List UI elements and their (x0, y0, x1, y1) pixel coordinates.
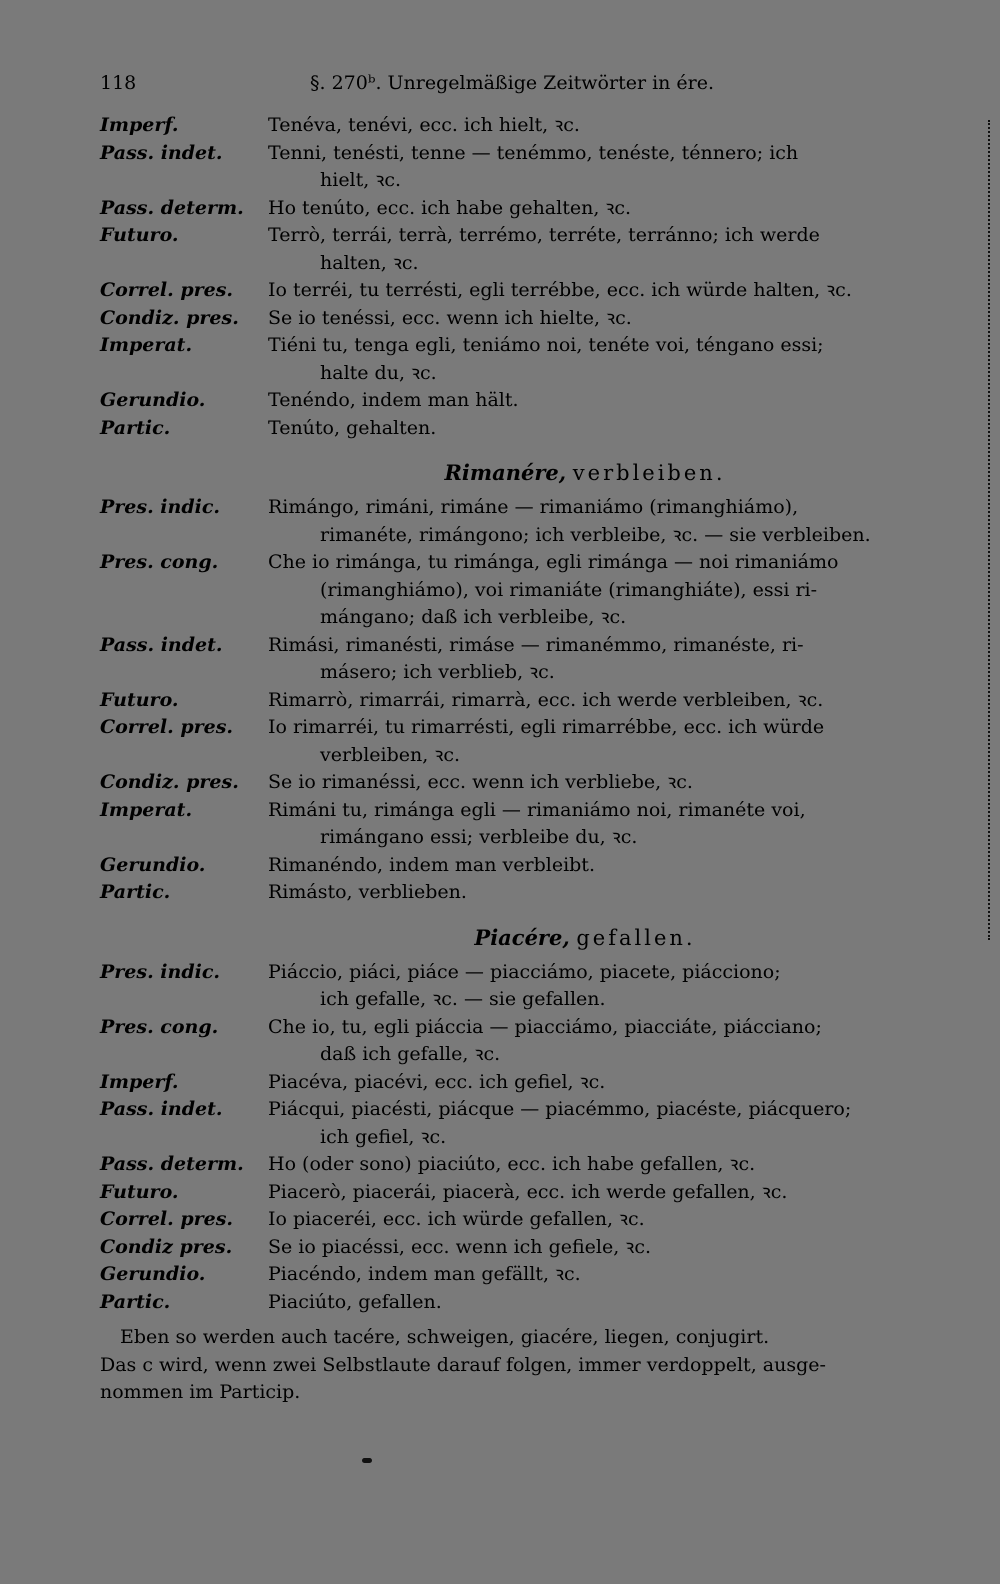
conjugation-text: Che io rimánga, tu rimánga, egli rimánga — noi rimaniámo (268, 551, 839, 573)
tense-label: Futuro. (100, 224, 179, 246)
tense-label (100, 1124, 268, 1152)
tense-label (100, 522, 268, 550)
verb-heading-translation: verbleiben. (572, 461, 726, 485)
conjugation-text: Tenni, tenésti, tenne — tenémmo, tenéste, ténnero; ich (268, 141, 799, 164)
verb-heading-word: Piacére, (474, 924, 570, 950)
tense-label (100, 824, 268, 852)
conjugation-body (100, 112, 950, 1407)
conjugation-text: Io piaceréi, ecc. ich würde gefallen, ꝛc. (268, 1208, 645, 1230)
conjugation-text: Rimásto, verblieben. (268, 881, 467, 903)
conjugation-text: Ho tenúto, ecc. ich habe gehalten, ꝛc. (268, 196, 632, 219)
conjugation-row (100, 549, 950, 577)
conjugation-text: halte du, ꝛc. (320, 361, 437, 384)
conjugation-row (100, 387, 950, 415)
conjugation-row (100, 222, 950, 250)
conjugation-row (100, 1289, 950, 1317)
conjugation-text: Piacéva, piacévi, ecc. ich gefiel, ꝛc. (268, 1070, 606, 1093)
conjugation-text: rimángano essi; verbleibe du, ꝛc. (320, 826, 638, 848)
tense-label: Partic. (100, 416, 171, 439)
footnote-line: Das c wird, wenn zwei Selbstlaute darauf folgen, immer verdoppelt, ausge- (100, 1353, 826, 1376)
tense-label: Pres. cong. (100, 1015, 219, 1038)
conjugation-row (100, 714, 950, 742)
conjugation-text: Rimángo, rimáni, rimáne — rimaniámo (rimanghiámo), (268, 496, 799, 518)
conjugation-row (100, 277, 950, 305)
conjugation-row (100, 1096, 950, 1124)
conjugation-row (100, 250, 950, 278)
conjugation-row (100, 332, 950, 360)
conjugation-text: másero; ich verblieb, ꝛc. (320, 661, 555, 683)
tense-label (100, 604, 268, 632)
tense-label: Imperat. (100, 798, 193, 821)
conjugation-text: Piaciúto, gefallen. (268, 1290, 442, 1313)
tense-label: Pass. determ. (100, 1153, 244, 1175)
conjugation-text: Rimarrò, rimarrái, rimarrà, ecc. ich werde verbleiben, ꝛc. (268, 688, 824, 711)
conjugation-text: Piacerò, piacerái, piacerà, ecc. ich werde gefallen, ꝛc. (268, 1180, 788, 1203)
conjugation-text: ich gefalle, ꝛc. — sie gefallen. (320, 988, 606, 1010)
conjugation-text: halten, ꝛc. (320, 251, 419, 274)
conjugation-row (100, 604, 950, 632)
conjugation-row (100, 140, 950, 168)
conjugation-row (100, 986, 950, 1014)
conjugation-row (100, 659, 950, 687)
conjugation-text: (rimanghiámo), voi rimaniáte (rimanghiáte), essi ri- (320, 578, 818, 601)
conjugation-row (100, 167, 950, 195)
tense-label (100, 250, 268, 278)
conjugation-text: Tenéva, tenévi, ecc. ich hielt, ꝛc. (268, 114, 580, 136)
conjugation-row (100, 1124, 950, 1152)
page-header (100, 72, 920, 102)
verb-heading-translation: gefallen. (576, 925, 696, 950)
conjugation-text: mángano; daß ich verbleibe, ꝛc. (320, 606, 627, 628)
tense-label: Pres. indic. (100, 496, 221, 518)
conjugation-row (100, 360, 950, 388)
conjugation-row (100, 1179, 950, 1207)
conjugation-text: Se io tenéssi, ecc. wenn ich hielte, ꝛc. (268, 306, 632, 329)
tense-label: Condiz pres. (100, 1235, 233, 1258)
conjugation-row (100, 824, 950, 852)
conjugation-row (100, 1014, 950, 1042)
conjugation-row (100, 687, 950, 715)
conjugation-text: Se io rimanéssi, ecc. wenn ich verbliebe, ꝛc. (268, 771, 693, 793)
tense-label (100, 742, 268, 770)
tense-label: Partic. (100, 1290, 171, 1313)
conjugation-row (100, 522, 950, 550)
tense-label: Correl. pres. (100, 279, 234, 301)
conjugation-text: Io terréi, tu terrésti, egli terrébbe, ecc. ich würde halten, ꝛc. (268, 279, 852, 301)
conjugation-row (100, 742, 950, 770)
conjugation-row (100, 1261, 950, 1289)
conjugation-text: Ho (oder sono) piaciúto, ecc. ich habe gefallen, ꝛc. (268, 1153, 756, 1175)
conjugation-text: Che io, tu, egli piáccia — piacciámo, piacciáte, piácciano; (268, 1015, 822, 1038)
tense-label: Imperat. (100, 334, 193, 356)
conjugation-row (100, 769, 950, 797)
conjugation-text: Rimási, rimanésti, rimáse — rimanémmo, rimanéste, ri- (268, 633, 804, 656)
conjugation-row (100, 1234, 950, 1262)
conjugation-row (100, 1069, 950, 1097)
tense-label: Futuro. (100, 1180, 179, 1203)
tense-label: Partic. (100, 881, 171, 903)
verb-heading (100, 923, 950, 953)
tense-label: Pass. determ. (100, 196, 244, 219)
conjugation-text: Se io piacéssi, ecc. wenn ich gefiele, ꝛc. (268, 1235, 651, 1258)
tense-label: Correl. pres. (100, 716, 234, 738)
conjugation-row (100, 959, 950, 987)
tense-label (100, 1041, 268, 1069)
tense-label (100, 577, 268, 605)
footnote (100, 1324, 950, 1407)
conjugation-text: daß ich gefalle, ꝛc. (320, 1043, 501, 1065)
conjugation-row (100, 577, 950, 605)
conjugation-text: Rimanéndo, indem man verbleibt. (268, 853, 595, 876)
tense-label (100, 167, 268, 195)
conjugation-text: Io rimarréi, tu rimarrésti, egli rimarrébbe, ecc. ich würde (268, 716, 825, 738)
tense-label: Correl. pres. (100, 1208, 234, 1230)
tense-label: Pres. indic. (100, 960, 221, 983)
conjugation-text: rimanéte, rimángono; ich verbleibe, ꝛc. — sie verbleiben. (320, 523, 871, 546)
tense-label: Futuro. (100, 688, 179, 711)
tense-label (100, 986, 268, 1014)
conjugation-text: Terrò, terrái, terrà, terrémo, terréte, terránno; ich werde (268, 224, 820, 246)
tense-label: Pass. indet. (100, 141, 223, 164)
conjugation-row (100, 305, 950, 333)
conjugation-text: Rimáni tu, rimánga egli — rimaniámo noi, rimanéte voi, (268, 798, 806, 821)
conjugation-row (100, 797, 950, 825)
conjugation-text: Tenéndo, indem man hält. (268, 389, 519, 411)
conjugation-text: Tiéni tu, tenga egli, teniámo noi, tenéte voi, téngano essi; (268, 334, 824, 356)
conjugation-text: Piácqui, piacésti, piácque — piacémmo, piacéste, piácquero; (268, 1098, 852, 1120)
conjugation-text: hielt, ꝛc. (320, 169, 402, 191)
tense-label: Condiz. pres. (100, 306, 239, 329)
conjugation-row (100, 852, 950, 880)
tense-label (100, 360, 268, 388)
conjugation-text: Piáccio, piáci, piáce — piacciámo, piacete, piácciono; (268, 960, 781, 983)
verb-heading-word: Rimanére, (444, 460, 567, 485)
tense-label: Pres. cong. (100, 551, 219, 573)
conjugation-row (100, 195, 950, 223)
conjugation-row (100, 494, 950, 522)
conjugation-text: Piacéndo, indem man gefällt, ꝛc. (268, 1263, 581, 1285)
page-number: 118 (100, 72, 137, 94)
footnote-line: nommen im Particip. (100, 1381, 301, 1403)
tense-label: Pass. indet. (100, 1098, 223, 1120)
conjugation-row (100, 632, 950, 660)
tense-label: Gerundio. (100, 853, 206, 876)
page-running-title: §. 270ᵇ. Unregelmäßige Zeitwörter in ére. (310, 72, 715, 94)
conjugation-text: Tenúto, gehalten. (268, 416, 437, 439)
tense-label (100, 659, 268, 687)
tense-label: Imperf. (100, 1070, 179, 1093)
conjugation-text: verbleiben, ꝛc. (320, 743, 461, 766)
tense-label: Gerundio. (100, 389, 206, 411)
footnote-line: Eben so werden auch tacére, schweigen, giacére, liegen, conjugirt. (120, 1326, 770, 1348)
tense-label: Condiz. pres. (100, 771, 239, 793)
conjugation-row (100, 112, 950, 140)
tense-label: Imperf. (100, 114, 179, 136)
conjugation-row (100, 1206, 950, 1234)
conjugation-row (100, 879, 950, 907)
conjugation-row (100, 415, 950, 443)
scan-edge-mark (988, 120, 994, 940)
conjugation-row (100, 1151, 950, 1179)
verb-heading (100, 458, 950, 488)
tense-label: Gerundio. (100, 1263, 206, 1285)
conjugation-text: ich gefiel, ꝛc. (320, 1125, 447, 1148)
ink-spot (362, 1458, 372, 1463)
conjugation-row (100, 1041, 950, 1069)
tense-label: Pass. indet. (100, 633, 223, 656)
